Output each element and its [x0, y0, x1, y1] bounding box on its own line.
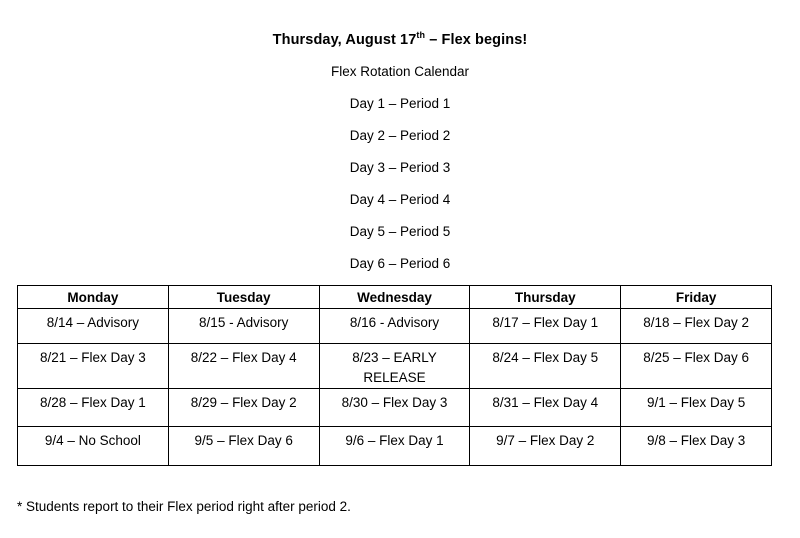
header-tuesday: Tuesday [168, 286, 319, 309]
table-row [18, 344, 772, 389]
header-monday: Monday [18, 286, 169, 309]
rotation-item: Day 4 – Period 4 [349, 192, 451, 207]
page-title [0, 32, 800, 48]
table-cell: 8/23 – EARLY RELEASE [319, 344, 470, 389]
table-row [18, 389, 772, 427]
footnote: * Students report to their Flex period right after period 2. [17, 499, 351, 514]
table-cell: 8/18 – Flex Day 2 [621, 309, 772, 344]
table-cell: 8/24 – Flex Day 5 [470, 344, 621, 389]
title-text-end: – Flex begins! [425, 32, 528, 48]
table-cell: 8/21 – Flex Day 3 [18, 344, 169, 389]
header-friday: Friday [621, 286, 772, 309]
rotation-item: Day 2 – Period 2 [349, 128, 451, 143]
calendar-subtitle: Flex Rotation Calendar [330, 64, 470, 79]
table-cell: 8/31 – Flex Day 4 [470, 389, 621, 427]
table-cell: 9/5 – Flex Day 6 [168, 427, 319, 466]
table-cell: 8/25 – Flex Day 6 [621, 344, 772, 389]
flex-calendar-table [17, 285, 772, 466]
rotation-item: Day 6 – Period 6 [349, 256, 451, 271]
title-text: Thursday, August 17 [272, 32, 417, 48]
table-cell: 9/4 – No School [18, 427, 169, 466]
table-cell: 8/22 – Flex Day 4 [168, 344, 319, 389]
rotation-item: Day 5 – Period 5 [349, 224, 451, 239]
header-thursday: Thursday [470, 286, 621, 309]
table-cell: 8/29 – Flex Day 2 [168, 389, 319, 427]
table-row [18, 427, 772, 466]
rotation-item: Day 1 – Period 1 [349, 96, 451, 111]
table-row [18, 309, 772, 344]
table-cell: 9/7 – Flex Day 2 [470, 427, 621, 466]
table-cell: 8/14 – Advisory [18, 309, 169, 344]
table-cell: 8/16 - Advisory [319, 309, 470, 344]
table-cell: 8/30 – Flex Day 3 [319, 389, 470, 427]
title-ordinal-suffix: th [416, 30, 426, 41]
table-cell: 9/8 – Flex Day 3 [621, 427, 772, 466]
table-cell: 9/1 – Flex Day 5 [621, 389, 772, 427]
table-cell: 8/15 - Advisory [168, 309, 319, 344]
table-cell: 8/17 – Flex Day 1 [470, 309, 621, 344]
rotation-list [0, 96, 800, 288]
header-wednesday: Wednesday [319, 286, 470, 309]
table-cell: 9/6 – Flex Day 1 [319, 427, 470, 466]
table-cell: 8/28 – Flex Day 1 [18, 389, 169, 427]
rotation-item: Day 3 – Period 3 [349, 160, 451, 175]
table-header-row [18, 286, 772, 309]
